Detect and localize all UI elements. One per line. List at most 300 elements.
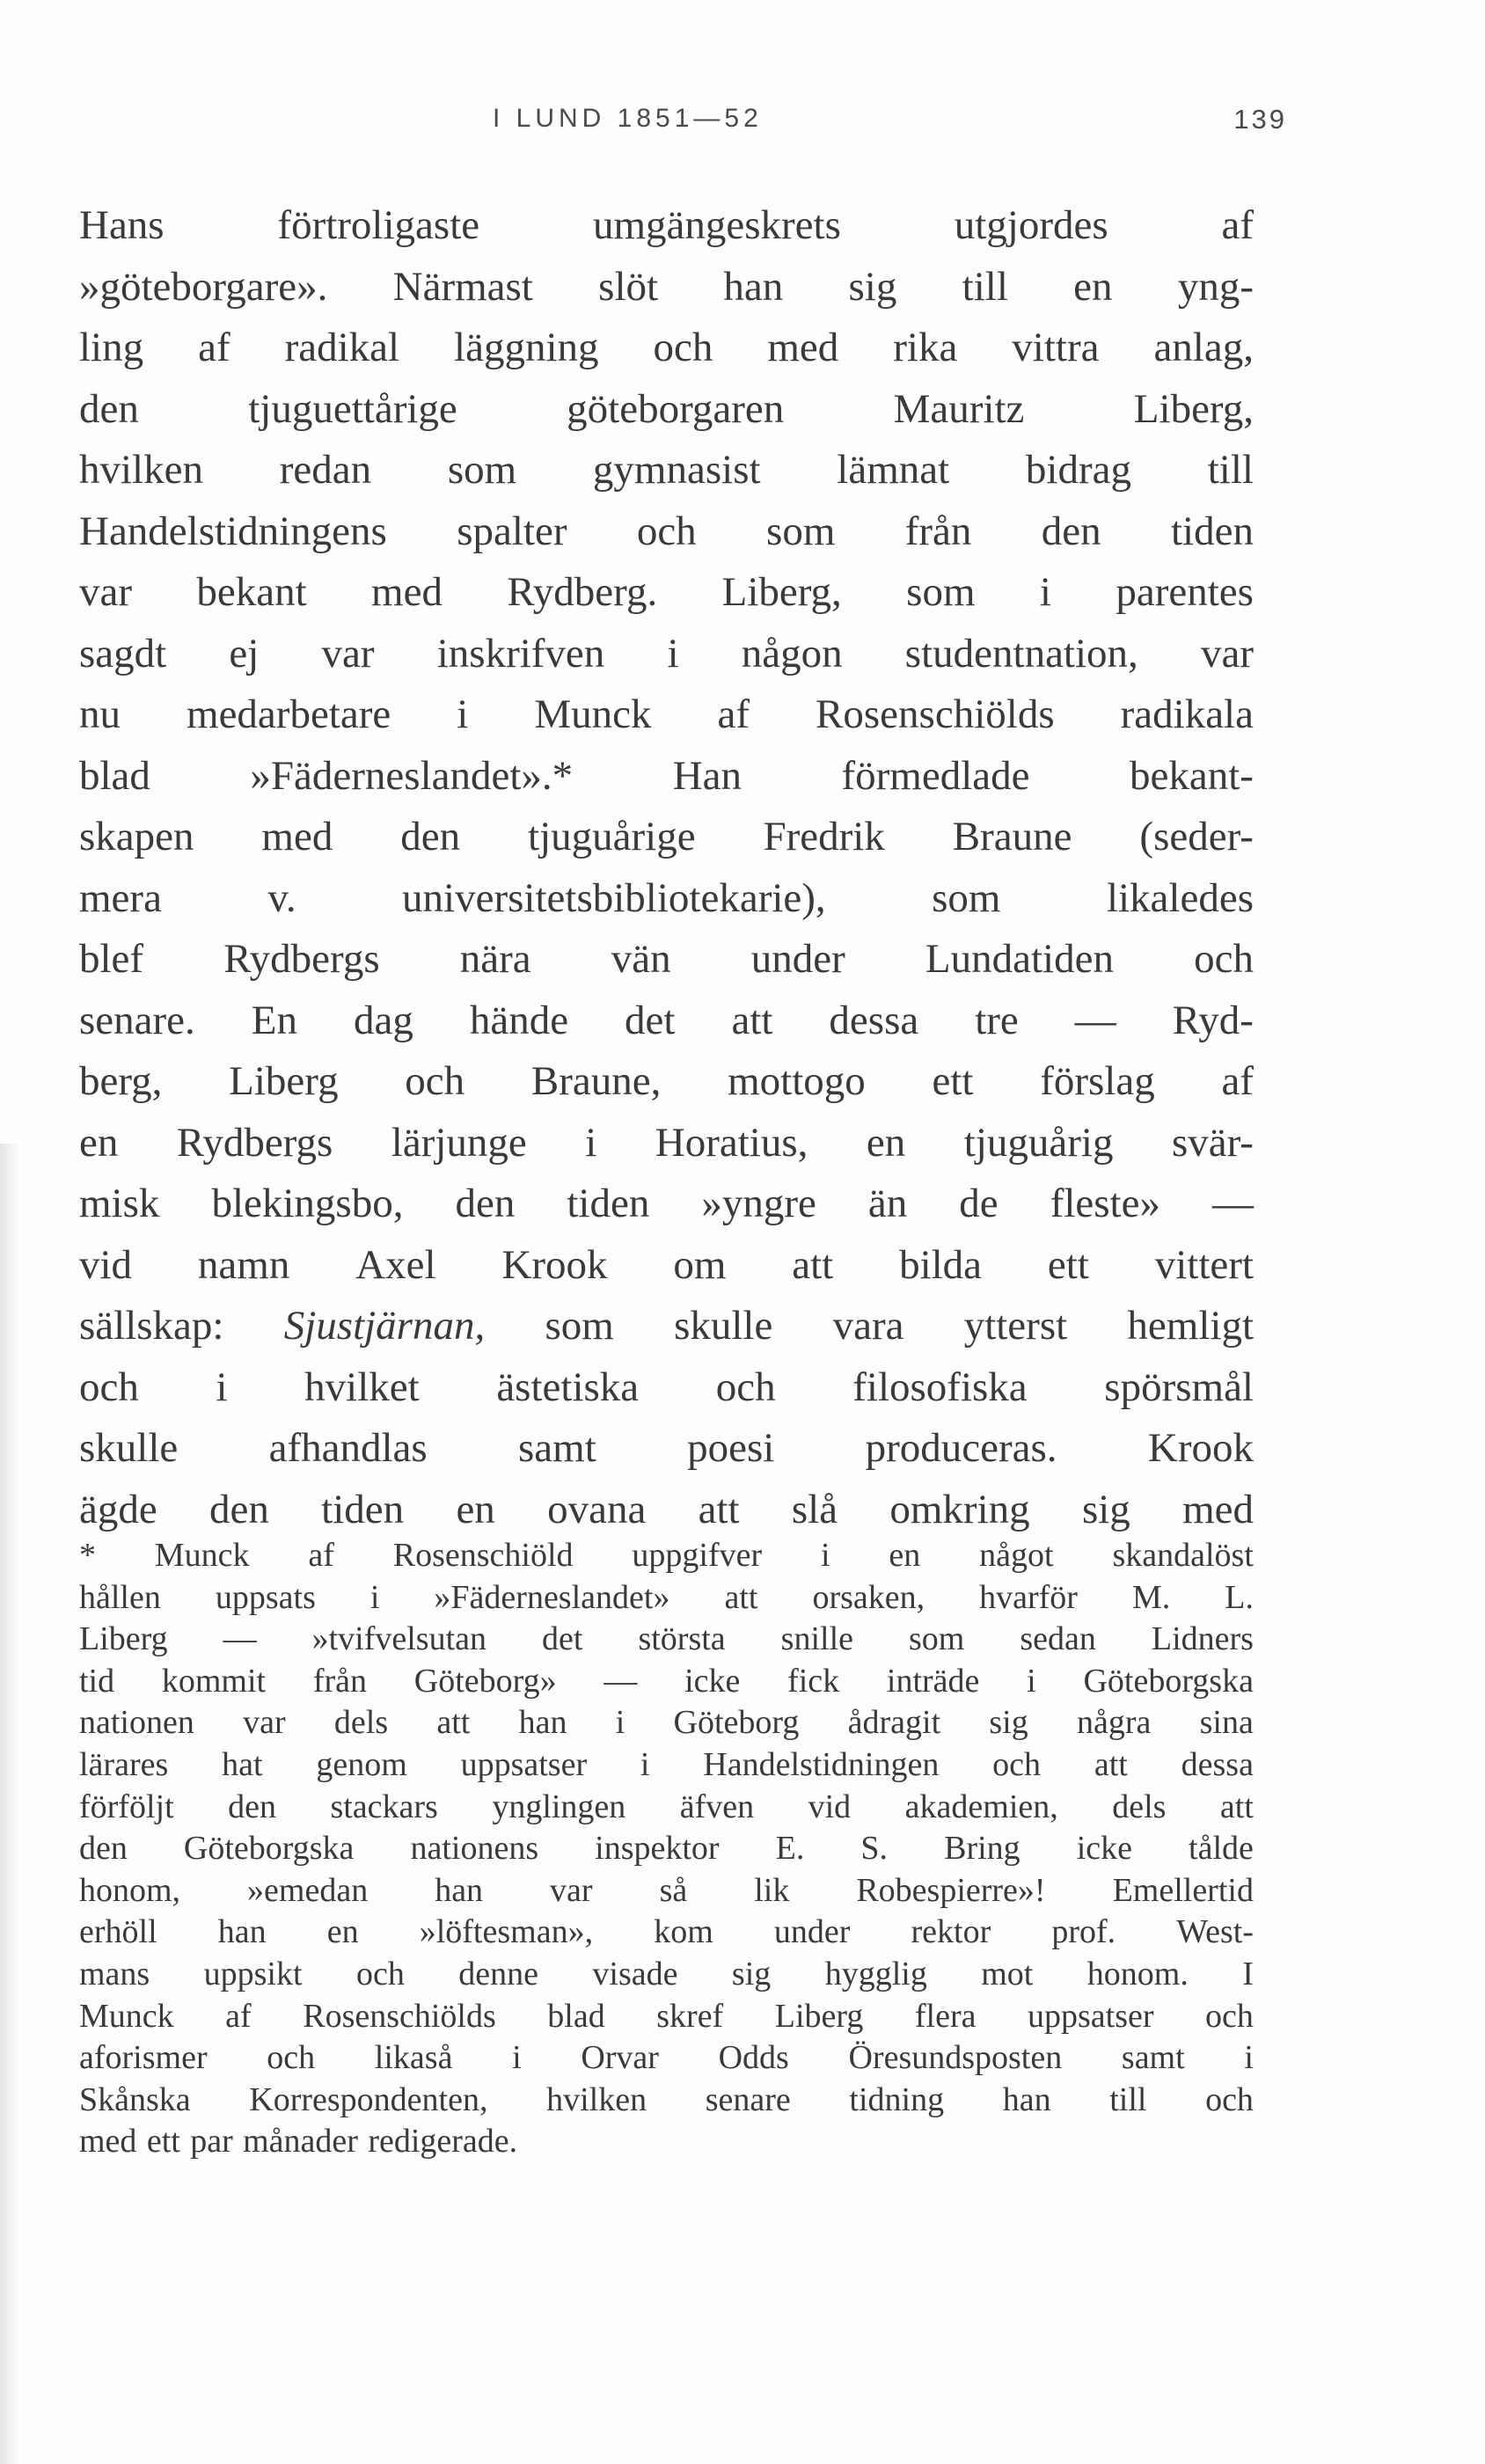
body-text-word: skapen bbox=[79, 814, 194, 859]
footnote-word: senare bbox=[705, 2080, 791, 2118]
footnote-word: Rosenschiölds bbox=[303, 1997, 496, 2035]
body-text-word: vän bbox=[611, 936, 671, 982]
body-text-word: dag bbox=[353, 997, 413, 1043]
body-text-word: yng- bbox=[1177, 263, 1254, 310]
body-text bbox=[79, 195, 1254, 1540]
footnote-line bbox=[79, 1787, 1254, 1829]
body-text-word: gymnasist bbox=[592, 447, 761, 493]
footnote-word: den bbox=[228, 1788, 276, 1825]
body-text-word: i bbox=[216, 1364, 228, 1410]
footnote-word: Orvar bbox=[581, 2039, 659, 2077]
footnote-word: uppsatser bbox=[1027, 1997, 1154, 2035]
footnote-word: skref bbox=[656, 1997, 724, 2035]
footnote-line bbox=[79, 1619, 1254, 1661]
body-text-word: Horatius, bbox=[655, 1119, 808, 1166]
body-text-word: de bbox=[959, 1181, 999, 1226]
footnote-word: Liberg bbox=[79, 1620, 168, 1658]
body-text-line bbox=[79, 1480, 1254, 1541]
footnote-word: han bbox=[435, 1871, 484, 1909]
body-text-word: En bbox=[251, 997, 297, 1043]
body-text-word: läggning bbox=[454, 325, 599, 370]
body-text-word: göteborgaren bbox=[567, 385, 785, 432]
footnote-word: genom bbox=[316, 1745, 407, 1783]
body-text-word: med bbox=[261, 814, 333, 859]
body-text-word: samt bbox=[518, 1425, 596, 1471]
body-text-line bbox=[79, 1357, 1254, 1419]
body-text-word: hände bbox=[469, 997, 569, 1043]
body-text-line bbox=[79, 1235, 1254, 1297]
footnote-word: i bbox=[615, 1704, 625, 1742]
footnote-word: och bbox=[355, 1955, 405, 1992]
body-text-word: misk bbox=[79, 1181, 160, 1226]
body-text-line bbox=[79, 195, 1254, 257]
body-text-word: fleste» bbox=[1050, 1181, 1160, 1226]
body-text-word: var bbox=[321, 630, 375, 676]
footnote-word: det bbox=[542, 1620, 583, 1658]
footnote-word: uppsats bbox=[215, 1578, 316, 1616]
body-text-word: sig bbox=[848, 263, 897, 310]
footnote-word: en bbox=[889, 1537, 921, 1574]
body-text-word: Braune, bbox=[530, 1058, 662, 1104]
body-text-word: skulle bbox=[79, 1425, 179, 1471]
body-text-word: v. bbox=[267, 874, 296, 921]
footnote-word: ynglingen bbox=[492, 1788, 626, 1825]
body-text-line bbox=[79, 624, 1254, 685]
footnote-word: i bbox=[821, 1537, 830, 1574]
body-text-word: namn bbox=[197, 1241, 290, 1288]
body-text-line bbox=[79, 379, 1254, 441]
footnote-word: var bbox=[550, 1871, 593, 1909]
footnote-word: »löftesman», bbox=[419, 1913, 594, 1951]
footnote-word: i bbox=[640, 1745, 650, 1783]
footnote-word: »Fäderneslandet» bbox=[434, 1578, 670, 1616]
footnote-word: »tvifvelsutan bbox=[311, 1620, 487, 1658]
footnote-word: Liberg bbox=[774, 1997, 864, 2035]
body-text-word: i bbox=[585, 1119, 597, 1166]
body-text-word: som bbox=[545, 1303, 614, 1349]
body-text-word: umgängeskrets bbox=[592, 202, 841, 248]
body-text-word: af bbox=[1221, 1058, 1254, 1104]
body-text-word: hvilket bbox=[304, 1364, 420, 1410]
body-text-line bbox=[79, 746, 1254, 808]
footnote-word: L. bbox=[1225, 1578, 1254, 1616]
footnote-word: aforismer bbox=[79, 2039, 208, 2077]
body-text-word: sagdt bbox=[79, 630, 167, 676]
footnote-word: lärares bbox=[79, 1745, 169, 1783]
body-text-word: Krook bbox=[1147, 1425, 1254, 1471]
body-text-word: tjuguårig bbox=[963, 1119, 1114, 1166]
footnote-word: visade bbox=[592, 1955, 678, 1992]
footnote-word: i bbox=[1027, 1662, 1036, 1700]
footnote-word: Emellertid bbox=[1112, 1871, 1254, 1909]
footnote-word: sig bbox=[989, 1704, 1028, 1742]
footnote-word: äfven bbox=[679, 1788, 755, 1825]
footnote-word: kommit bbox=[161, 1662, 267, 1700]
body-text-word: blad bbox=[79, 752, 150, 799]
body-text-word: Rydbergs bbox=[223, 936, 380, 982]
page-number: 139 bbox=[1233, 104, 1287, 135]
body-text-word: någon bbox=[741, 630, 843, 676]
body-text-word: — bbox=[1074, 997, 1116, 1043]
footnote-line bbox=[79, 1702, 1254, 1744]
footnote-word: Odds bbox=[718, 2039, 789, 2077]
footnote-line bbox=[79, 1661, 1254, 1703]
body-text-word: Mauritz bbox=[893, 385, 1025, 432]
footnote-word: af bbox=[225, 1997, 252, 2035]
body-text-word: medarbetare bbox=[187, 691, 391, 737]
body-text-word: den bbox=[400, 814, 461, 859]
footnote-word: Robespierre»! bbox=[856, 1871, 1046, 1909]
footnote-word: något bbox=[979, 1537, 1054, 1574]
footnote-line bbox=[79, 2037, 1254, 2080]
body-text-word: Liberg, bbox=[1133, 385, 1254, 432]
body-text-line bbox=[79, 991, 1254, 1052]
body-text-word: hvilken bbox=[79, 447, 203, 493]
footnote-word: hygglig bbox=[824, 1955, 927, 1992]
footnote-word: tålde bbox=[1189, 1830, 1254, 1868]
body-text-word: Liberg bbox=[229, 1058, 339, 1104]
body-text-word: till bbox=[962, 263, 1008, 310]
footnote-word: ett bbox=[146, 2123, 180, 2161]
body-text-word: ägde bbox=[79, 1486, 157, 1532]
body-text-word: en bbox=[456, 1486, 495, 1532]
body-text-word: och bbox=[715, 1364, 776, 1410]
body-text-word: ling bbox=[79, 325, 144, 370]
footnote-word: under bbox=[773, 1913, 851, 1951]
body-text-word: sig bbox=[1081, 1486, 1130, 1532]
footnote-word: och bbox=[267, 2039, 316, 2077]
body-text-line bbox=[79, 684, 1254, 746]
footnote-word: orsaken, bbox=[812, 1578, 925, 1616]
footnote-word: S. bbox=[860, 1830, 889, 1868]
body-text-word: tiden bbox=[567, 1181, 650, 1226]
body-text-line bbox=[79, 1174, 1254, 1235]
body-text-word: af bbox=[717, 691, 750, 737]
footnote-word: några bbox=[1077, 1704, 1152, 1742]
body-text-word: slöt bbox=[598, 263, 659, 310]
body-text-word: Rydbergs bbox=[176, 1119, 333, 1166]
footnote-word: sig bbox=[731, 1955, 772, 1992]
footnote-line bbox=[79, 1912, 1254, 1954]
body-text-word: den bbox=[455, 1181, 516, 1226]
footnote-word: fick bbox=[787, 1662, 840, 1700]
body-text-word: »Fäderneslandet».* bbox=[250, 752, 574, 799]
body-text-word: redan bbox=[279, 447, 372, 493]
body-text-word: af bbox=[198, 325, 230, 370]
footnote-word: i bbox=[369, 1578, 380, 1616]
body-text-word: i bbox=[1039, 569, 1051, 615]
footnote-word: så bbox=[659, 1871, 688, 1909]
body-text-word: vid bbox=[79, 1241, 133, 1288]
body-text-word: med bbox=[371, 569, 443, 615]
body-text-word: med bbox=[1182, 1486, 1254, 1532]
body-text-word: afhandlas bbox=[268, 1425, 428, 1471]
body-text-word: »yngre bbox=[701, 1181, 816, 1226]
body-text-word: nära bbox=[459, 936, 531, 982]
footnote-word: den bbox=[79, 1830, 128, 1868]
body-text-word: en bbox=[1073, 263, 1113, 310]
body-text-word: Sjustjärnan, bbox=[283, 1303, 486, 1349]
footnote-word: »emedan bbox=[247, 1871, 369, 1909]
body-text-word: sällskap: bbox=[79, 1303, 224, 1349]
footnote-word: Göteborg bbox=[673, 1704, 800, 1742]
footnote-word: — bbox=[223, 1620, 257, 1658]
body-text-word: Närmast bbox=[392, 263, 533, 310]
body-text-word: tiden bbox=[1170, 508, 1254, 554]
footnote-word: förföljt bbox=[79, 1788, 174, 1825]
body-text-word: han bbox=[723, 263, 784, 310]
body-text-word: blekingsbo, bbox=[211, 1181, 404, 1226]
footnote-word: mans bbox=[79, 1955, 150, 1992]
body-text-word: »göteborgare». bbox=[79, 263, 328, 310]
body-text-word: förtroligaste bbox=[277, 202, 480, 248]
footnote-word: snille bbox=[780, 1620, 853, 1658]
footnote-word: sina bbox=[1199, 1704, 1254, 1742]
page-edge-shadow bbox=[0, 1144, 19, 2464]
page-header bbox=[0, 104, 1485, 157]
footnote-word: I bbox=[1242, 1955, 1254, 1992]
footnote-word: flera bbox=[914, 1997, 977, 2035]
body-text-word: Krook bbox=[501, 1241, 608, 1288]
footnote-word: uppgifver bbox=[632, 1537, 763, 1574]
body-text-word: ästetiska bbox=[496, 1364, 640, 1410]
body-text-word: parentes bbox=[1116, 569, 1254, 615]
footnote-line bbox=[79, 1828, 1254, 1870]
body-text-word: i bbox=[667, 630, 679, 676]
body-text-word: filosofiska bbox=[852, 1364, 1028, 1410]
body-text-word: inskrifven bbox=[436, 630, 605, 676]
body-text-word: en bbox=[79, 1119, 119, 1166]
footnote-line bbox=[79, 1744, 1254, 1787]
body-text-line bbox=[79, 868, 1254, 930]
body-text-line bbox=[79, 1296, 1254, 1357]
footnote-word: största bbox=[638, 1620, 726, 1658]
footnote-word: hat bbox=[222, 1745, 263, 1783]
footnote-word: uppsikt bbox=[203, 1955, 303, 1992]
body-text-word: och bbox=[653, 325, 713, 370]
body-text-word: den bbox=[79, 385, 139, 432]
footnote-word: tidning bbox=[849, 2080, 945, 2118]
body-text-word: Liberg, bbox=[721, 569, 842, 615]
body-text-word: Hans bbox=[79, 202, 165, 248]
body-text-word: än bbox=[867, 1181, 908, 1226]
footnote-word: hållen bbox=[79, 1578, 161, 1616]
footnote-word: icke bbox=[1076, 1830, 1132, 1868]
body-text-word: spalter bbox=[457, 508, 567, 554]
footnote-word: uppsatser bbox=[460, 1745, 588, 1783]
footnote-word: af bbox=[308, 1537, 334, 1574]
body-text-word: hemligt bbox=[1127, 1303, 1254, 1349]
body-text-word: skulle bbox=[674, 1303, 773, 1349]
body-text-line bbox=[79, 318, 1254, 379]
body-text-line bbox=[79, 257, 1254, 318]
body-text-word: vittert bbox=[1154, 1241, 1254, 1288]
footnote-word: Öresundsposten bbox=[848, 2039, 1063, 2077]
footnote-word: hvilken bbox=[546, 2080, 647, 2118]
footnote-line bbox=[79, 1996, 1254, 2038]
footnote-word: West- bbox=[1176, 1913, 1254, 1951]
footnote-word: att bbox=[1219, 1788, 1254, 1825]
body-text-word: och bbox=[636, 508, 697, 554]
footnote-word: och bbox=[1205, 1997, 1254, 2035]
body-text-word: mera bbox=[79, 874, 162, 921]
footnote-word: Munck bbox=[154, 1537, 250, 1574]
body-text-word: ytterst bbox=[963, 1303, 1068, 1349]
footnote-word: Rosenschiöld bbox=[392, 1537, 574, 1574]
body-text-word: förslag bbox=[1040, 1058, 1155, 1104]
footnote-word: prof. bbox=[1051, 1913, 1116, 1951]
footnote-word: Bring bbox=[944, 1830, 1020, 1868]
body-text-word: poesi bbox=[687, 1425, 775, 1471]
body-text-word: att bbox=[698, 1486, 740, 1532]
body-text-word: den bbox=[1041, 508, 1101, 554]
footnote-line bbox=[79, 2121, 1254, 2163]
footnote-word: och bbox=[1205, 2080, 1254, 2118]
body-text-word: ovana bbox=[547, 1486, 647, 1532]
footnote-word: Munck bbox=[79, 1997, 174, 2035]
body-text-word: studentnation, bbox=[904, 630, 1138, 676]
body-text-word: Munck bbox=[534, 691, 652, 737]
footnote-word: han bbox=[217, 1913, 267, 1951]
footnote-word: Korrespondenten, bbox=[249, 2080, 488, 2118]
footnote-word: dessa bbox=[1181, 1745, 1254, 1783]
body-text-word: ett bbox=[1047, 1241, 1089, 1288]
body-text-word: blef bbox=[79, 936, 144, 982]
body-text-word: ej bbox=[229, 630, 260, 676]
footnote-word: han bbox=[518, 1704, 567, 1742]
body-text-line bbox=[79, 1113, 1254, 1174]
footnote-word: akademien, bbox=[904, 1788, 1058, 1825]
body-text-word: bekant- bbox=[1130, 752, 1254, 799]
body-text-word: från bbox=[904, 508, 972, 554]
footnote-word: erhöll bbox=[79, 1913, 157, 1951]
footnote-word: samt bbox=[1121, 2039, 1185, 2077]
body-text-line bbox=[79, 440, 1254, 501]
running-head: I LUND 1851—52 bbox=[493, 104, 763, 133]
footnote-line bbox=[79, 1870, 1254, 1912]
body-text-word: anlag, bbox=[1153, 325, 1254, 370]
body-text-word: radikal bbox=[284, 325, 400, 370]
body-text-word: spörsmål bbox=[1104, 1364, 1254, 1410]
body-text-word: Lundatiden bbox=[925, 936, 1114, 982]
body-text-word: Fredrik bbox=[763, 814, 885, 859]
footnote-word: tid bbox=[79, 1662, 115, 1700]
footnote-word: likaså bbox=[374, 2039, 453, 2077]
body-text-word: som bbox=[932, 874, 1001, 921]
body-text-word: Ryd- bbox=[1172, 997, 1254, 1043]
body-text-word: Handelstidningens bbox=[79, 508, 387, 554]
footnote-word: sedan bbox=[1020, 1620, 1096, 1658]
footnote-word: till bbox=[1109, 2080, 1147, 2118]
footnote-word: Handelstidningen bbox=[703, 1745, 940, 1783]
body-text-word: omkring bbox=[889, 1486, 1030, 1532]
body-text-word: med bbox=[767, 325, 839, 370]
body-text-line bbox=[79, 562, 1254, 624]
footnote-word: icke bbox=[684, 1662, 741, 1700]
footnote-word: rektor bbox=[911, 1913, 991, 1951]
footnote-word: M. bbox=[1131, 1578, 1171, 1616]
footnote-word: dels bbox=[1112, 1788, 1167, 1825]
body-text-word: under bbox=[750, 936, 845, 982]
body-text-word: bidrag bbox=[1025, 447, 1131, 493]
footnote-word: nationen bbox=[79, 1704, 194, 1742]
footnote-word: honom. bbox=[1086, 1955, 1189, 1992]
body-text-word: bekant bbox=[196, 569, 307, 615]
footnote-word: inspektor bbox=[595, 1830, 720, 1868]
footnote-word: i bbox=[512, 2039, 522, 2077]
footnote-word: E. bbox=[775, 1830, 805, 1868]
footnote-word: lik bbox=[754, 1871, 790, 1909]
footnote-word: par bbox=[190, 2123, 233, 2161]
footnote-word: * bbox=[79, 1537, 96, 1574]
footnote-word: Göteborg» bbox=[413, 1662, 557, 1700]
body-text-word: rika bbox=[893, 325, 958, 370]
body-text-line bbox=[79, 501, 1254, 563]
body-text-word: bilda bbox=[899, 1241, 983, 1288]
body-text-word: Axel bbox=[355, 1241, 436, 1288]
footnote-word: med bbox=[79, 2123, 137, 2161]
body-text-word: tiden bbox=[321, 1486, 405, 1532]
footnote-word: var bbox=[243, 1704, 286, 1742]
footnote-word: att bbox=[436, 1704, 471, 1742]
footnote-line bbox=[79, 1954, 1254, 1996]
body-text-word: slå bbox=[791, 1486, 838, 1532]
body-text-word: berg, bbox=[79, 1058, 163, 1104]
body-text-word: att bbox=[792, 1241, 834, 1288]
body-text-word: det bbox=[625, 997, 676, 1043]
footnote-word: Skånska bbox=[79, 2080, 191, 2118]
body-text-word: Han bbox=[672, 752, 742, 799]
body-text-word: senare. bbox=[79, 997, 195, 1043]
footnote-word: nationens bbox=[410, 1830, 539, 1868]
body-text-word: till bbox=[1207, 447, 1254, 493]
footnote-word: Göteborgska bbox=[183, 1830, 355, 1868]
body-text-line bbox=[79, 929, 1254, 991]
body-text-word: likaledes bbox=[1106, 874, 1254, 921]
body-text-word: som bbox=[447, 447, 517, 493]
footnote-word: han bbox=[1002, 2080, 1051, 2118]
body-text-word: — bbox=[1211, 1181, 1254, 1226]
footnote-word: stackars bbox=[330, 1788, 438, 1825]
footnote-word: och bbox=[992, 1745, 1042, 1783]
body-text-word: utgjordes bbox=[954, 202, 1108, 248]
body-text-word: och bbox=[405, 1058, 465, 1104]
body-text-word: radikala bbox=[1120, 691, 1254, 737]
body-text-word: och bbox=[79, 1364, 139, 1410]
body-text-word: tjuguettårige bbox=[248, 385, 457, 432]
body-text-word: mottogo bbox=[728, 1058, 866, 1104]
footnote-word: i bbox=[1244, 2039, 1254, 2077]
body-text-line bbox=[79, 1418, 1254, 1480]
body-text-word: lämnat bbox=[837, 447, 950, 493]
body-text-line bbox=[79, 807, 1254, 868]
body-text-word: som bbox=[766, 508, 836, 554]
footnote-word: — bbox=[604, 1662, 638, 1700]
footnote-line bbox=[79, 1577, 1254, 1620]
body-text-word: Rosenschiölds bbox=[816, 691, 1055, 737]
footnote-word: redigerade. bbox=[368, 2123, 518, 2161]
footnote-word: dels bbox=[333, 1704, 389, 1742]
footnote-word: denne bbox=[458, 1955, 538, 1992]
body-text-word: dessa bbox=[829, 997, 919, 1043]
body-text-word: af bbox=[1221, 202, 1254, 248]
footnote-word: inträde bbox=[886, 1662, 980, 1700]
footnote-word: ådragit bbox=[847, 1704, 941, 1742]
body-text-word: den bbox=[209, 1486, 269, 1532]
body-text-word: universitetsbibliotekarie), bbox=[402, 874, 826, 921]
body-text-word: lärjunge bbox=[391, 1119, 527, 1166]
footnote-word: att bbox=[1094, 1745, 1128, 1783]
